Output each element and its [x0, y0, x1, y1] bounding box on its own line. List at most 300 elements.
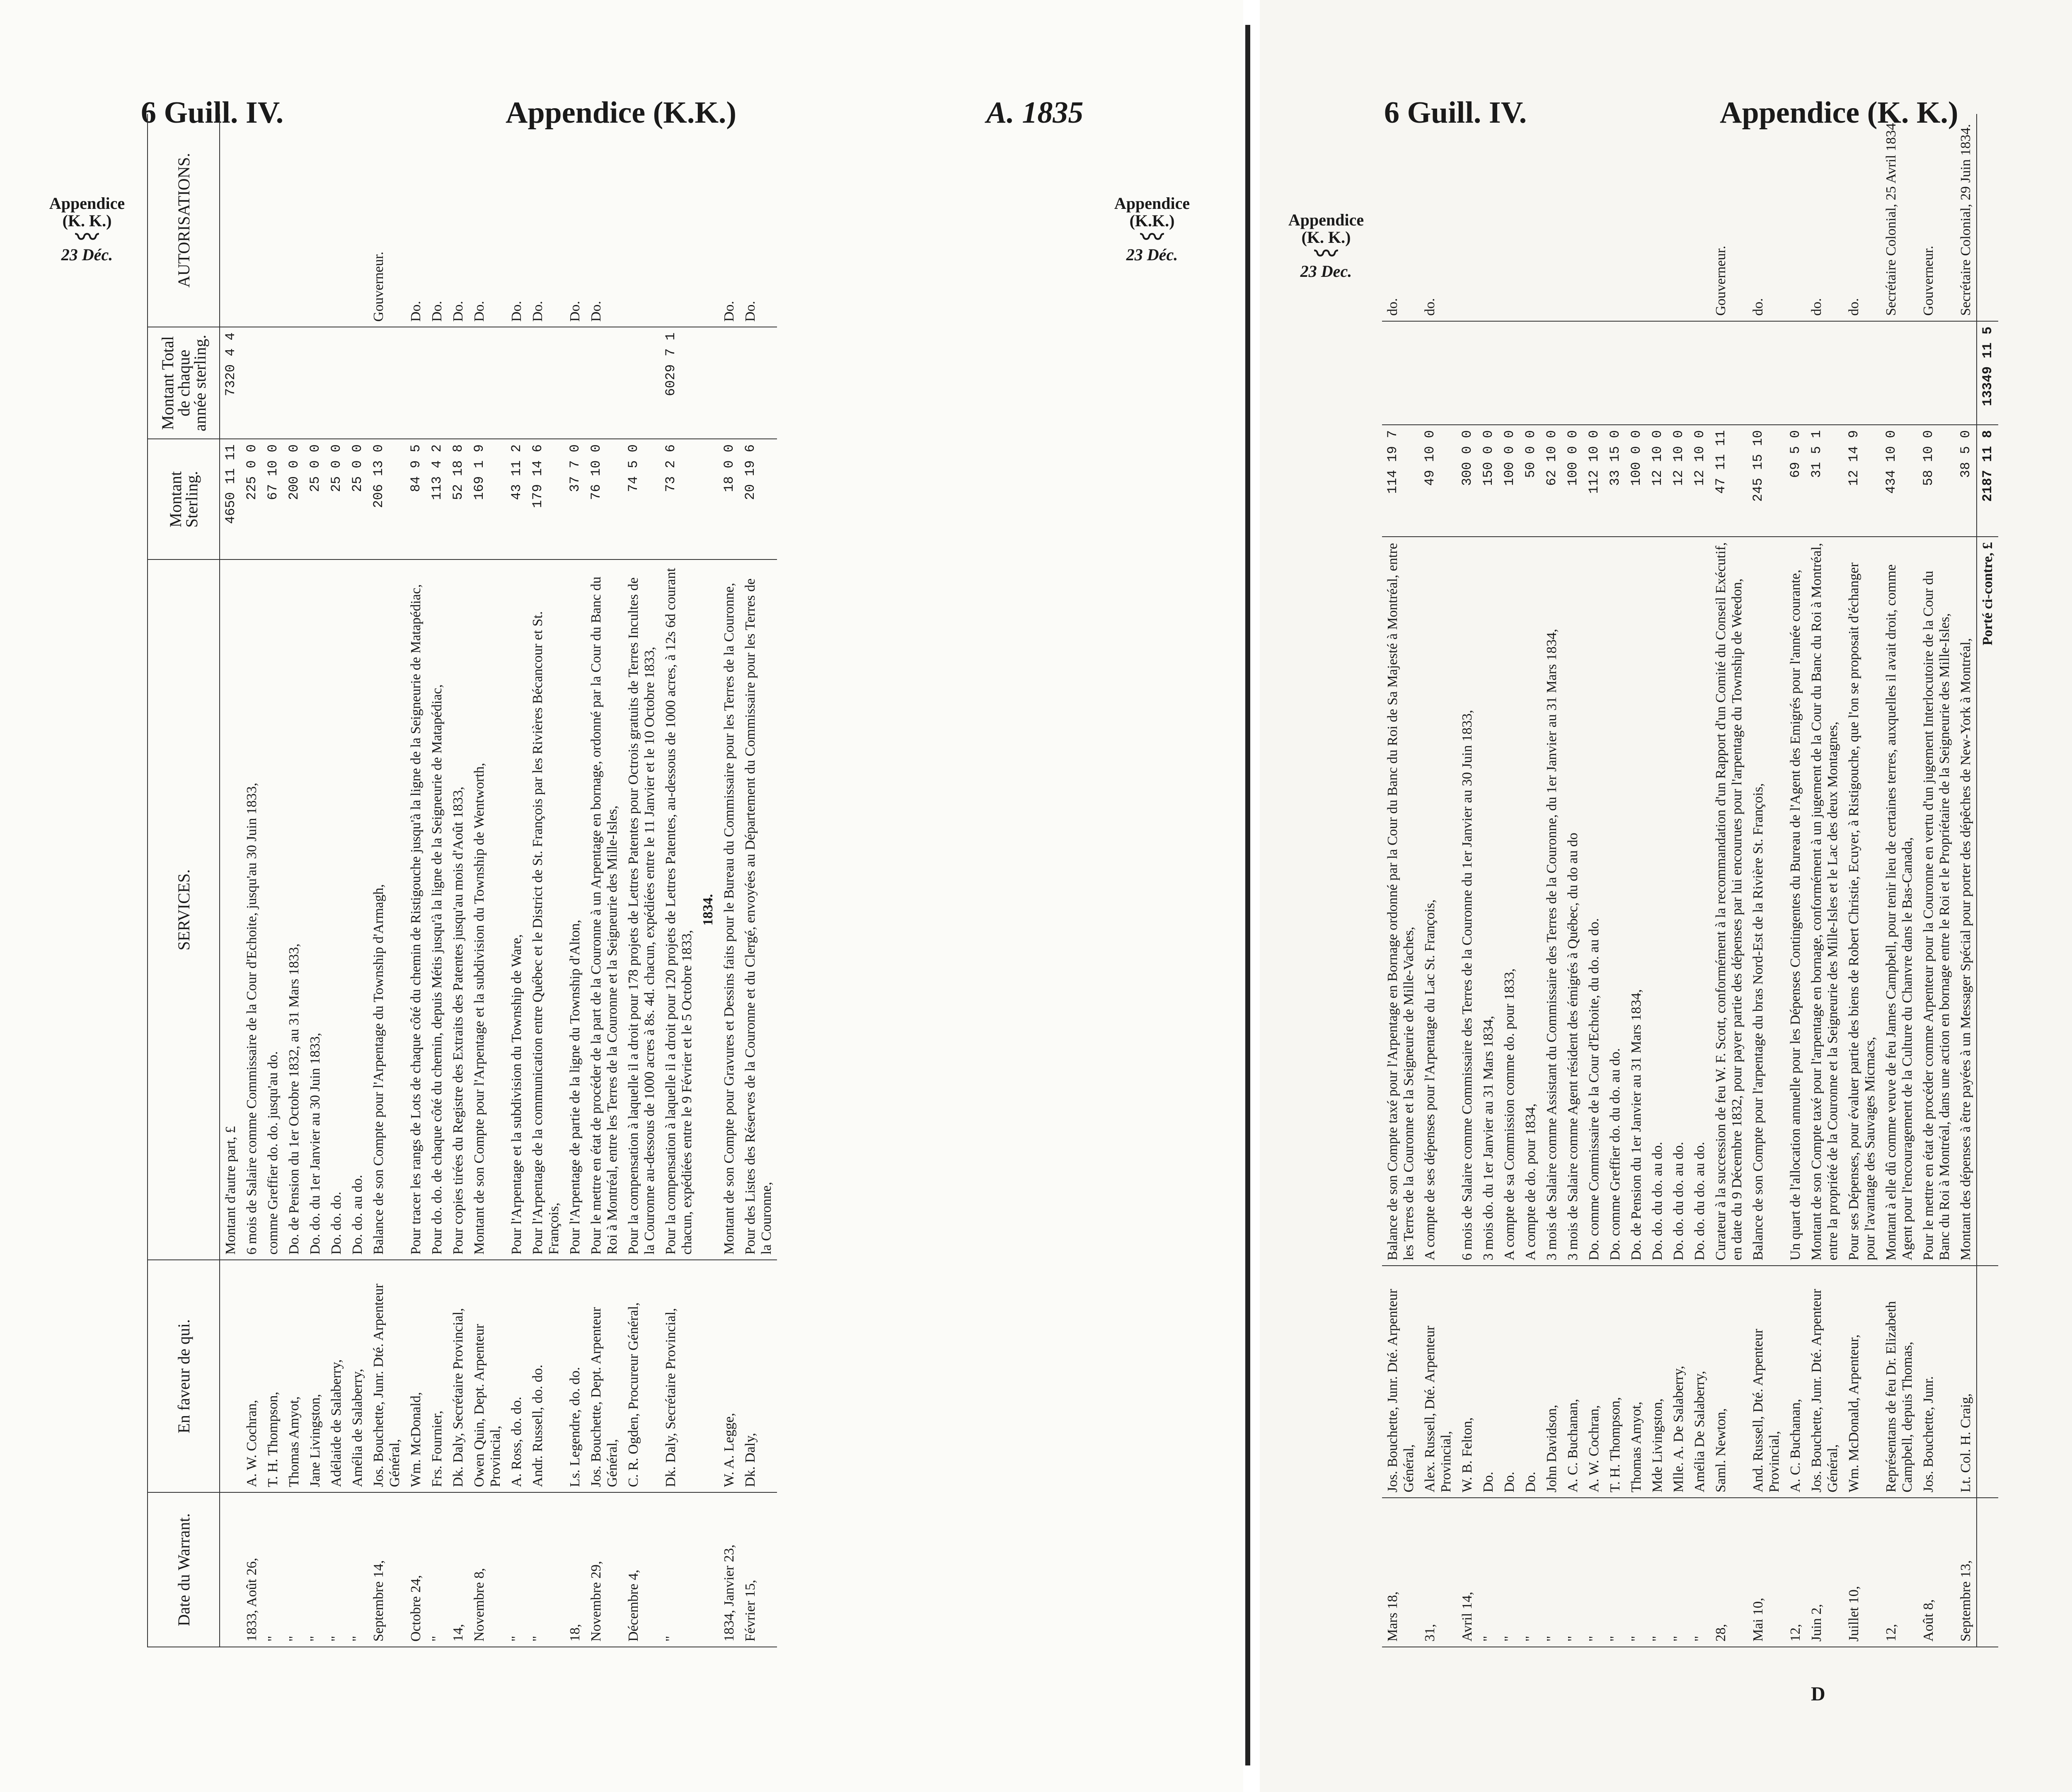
favour-cell: John Davidson,	[1541, 1266, 1562, 1498]
service-cell: Do. comme Greffier do. du do. au do.	[1605, 537, 1626, 1266]
date-cell: "	[262, 1492, 283, 1647]
date-cell: "	[347, 1492, 368, 1647]
amount-cell: 58 10 0	[1918, 425, 1955, 537]
favour-cell: Jos. Bouchette, Junr. Dté. Arpenteur Général,	[1382, 1266, 1419, 1498]
total-cell	[405, 327, 426, 439]
amount-cell: 62 10 0	[1541, 425, 1562, 537]
date-cell: Mars 18,	[1382, 1498, 1419, 1647]
year-label: 1834.	[697, 559, 719, 1260]
table-row	[1955, 114, 1977, 1647]
service-cell: Do. de Pension du 1er Octobre 1832, au 31 Mars 1833,	[283, 559, 305, 1260]
service-cell: Un quart de l'allocation annuelle pour les Dépenses Contingentes du Bureau de l'Agent des Emigrés pour l'année courante,	[1785, 537, 1806, 1266]
auth-cell	[1689, 114, 1710, 321]
carried-forward-row	[1977, 114, 1998, 1647]
date-cell: "	[1626, 1498, 1647, 1647]
total-cell	[1520, 321, 1541, 425]
auth-cell	[1520, 114, 1541, 321]
table-row	[586, 114, 623, 1647]
date-cell: "	[1647, 1498, 1668, 1647]
date-cell: "	[1478, 1498, 1499, 1647]
favour-cell: Wm. McDonald,	[405, 1260, 426, 1492]
amount-cell: 20 19 6	[740, 439, 777, 559]
favour-cell: T. H. Thompson,	[1605, 1266, 1626, 1498]
amount-cell: 43 11 2	[506, 439, 527, 559]
date-cell: "	[527, 1492, 564, 1647]
auth-cell: Do.	[527, 114, 564, 327]
date-cell: 28,	[1710, 1498, 1748, 1647]
total-cell	[1881, 321, 1918, 425]
auth-cell: do.	[1748, 114, 1785, 321]
favour-cell: A. Ross, do. do.	[506, 1260, 527, 1492]
auth-cell: Do.	[740, 114, 777, 327]
ledger-table	[147, 114, 777, 1647]
favour-cell: Frs. Fournier,	[426, 1260, 448, 1492]
total-cell	[527, 327, 564, 439]
service-cell: Do. do. du do. au do.	[1647, 537, 1668, 1266]
date-cell: Mai 10,	[1748, 1498, 1785, 1647]
amount-cell: 12 10 0	[1689, 425, 1710, 537]
empty-cell	[697, 114, 719, 327]
table-row	[1382, 114, 1419, 1647]
auth-cell: do.	[1806, 114, 1843, 321]
favour-cell: Jane Livingston,	[305, 1260, 326, 1492]
date-cell: "	[283, 1492, 305, 1647]
table-row	[283, 114, 305, 1647]
amount-cell: 47 11 11	[1710, 425, 1748, 537]
amount-cell: 73 2 6	[660, 439, 697, 559]
total-cell	[262, 327, 283, 439]
total-cell	[448, 327, 469, 439]
table-row	[241, 114, 262, 1647]
table-row	[1626, 114, 1647, 1647]
amount-cell: 113 4 2	[426, 439, 448, 559]
table-row	[1710, 114, 1748, 1647]
table-row	[1457, 114, 1478, 1647]
date-cell: Décembre 4,	[623, 1492, 660, 1647]
table-row	[527, 114, 564, 1647]
running-head-left: 6 Guill. IV.	[141, 96, 284, 130]
amount-cell: 434 10 0	[1881, 425, 1918, 537]
table-row	[1668, 114, 1689, 1647]
favour-cell: Dk. Daly,	[740, 1260, 777, 1492]
total-cell	[586, 327, 623, 439]
margin-note-line: Appendice	[1288, 211, 1364, 229]
date-cell: "	[426, 1492, 448, 1647]
total-cell	[347, 327, 368, 439]
auth-cell: Do.	[405, 114, 426, 327]
table-row	[262, 114, 283, 1647]
table-row	[368, 114, 405, 1647]
favour-cell: Jos. Bouchette, Junr. Dté. Arpenteur Général,	[368, 1260, 405, 1492]
table-row	[660, 114, 697, 1647]
service-cell: 3 mois de Salaire comme Agent résident des émigrés à Québec, du do au do	[1562, 537, 1583, 1266]
col-total-header: Montant Total de chaque année sterling.	[148, 327, 220, 439]
date-cell: "	[1562, 1498, 1583, 1647]
auth-cell: Gouverneur.	[368, 114, 405, 327]
auth-cell: Gouverneur.	[1710, 114, 1748, 321]
favour-cell: Ls. Legendre, do. do.	[564, 1260, 586, 1492]
empty-cell	[1977, 114, 1998, 321]
favour-cell: Do.	[1478, 1266, 1499, 1498]
total-cell	[1499, 321, 1520, 425]
date-cell: "	[326, 1492, 347, 1647]
page-stamp: D	[1811, 1683, 1825, 1705]
total-cell	[1918, 321, 1955, 425]
total-cell	[1843, 321, 1881, 425]
table-row	[448, 114, 469, 1647]
right-page	[1260, 0, 2072, 1792]
favour-cell: Jos. Bouchette, Junr.	[1918, 1266, 1955, 1498]
date-cell: "	[305, 1492, 326, 1647]
table-row	[506, 114, 527, 1647]
tilde-ornament: 〰	[1140, 225, 1164, 251]
total-cell	[1710, 321, 1748, 425]
amount-cell: 245 15 10	[1748, 425, 1785, 537]
amount-cell: 67 10 0	[262, 439, 283, 559]
date-cell: Août 8,	[1918, 1498, 1955, 1647]
favour-cell: Andr. Russell, do. do.	[527, 1260, 564, 1492]
date-cell: Novembre 29,	[586, 1492, 623, 1647]
col-auth-header: AUTORISATIONS.	[148, 114, 220, 327]
total-cell	[283, 327, 305, 439]
total-cell	[1478, 321, 1499, 425]
table-row	[1520, 114, 1541, 1647]
service-cell: Do. do. du 1er Janvier au 30 Juin 1833,	[305, 559, 326, 1260]
service-cell: Curateur à la succession de feu W. F. Scott, conformément à la recommandation d'un Rapport d'un Comité du Conseil Exécutif, en date du 9 Décembre 1832, pour payer partie des dépenses par lui encourues pour l'arpentage du Township de Weedon,	[1710, 537, 1748, 1266]
service-cell: 3 mois do. du 1er Janvier au 31 Mars 1834,	[1478, 537, 1499, 1266]
service-cell: Pour l'Arpentage de la communication entre Québec et le District de St. François par les Rivières Bécancour et St. François,	[527, 559, 564, 1260]
amount-cell: 12 14 9	[1843, 425, 1881, 537]
amount-cell: 74 5 0	[623, 439, 660, 559]
total-cell	[506, 327, 527, 439]
amount-cell: 25 0 0	[305, 439, 326, 559]
amount-cell: 112 10 0	[1583, 425, 1605, 537]
date-cell: 1834, Janvier 23,	[719, 1492, 740, 1647]
total-cell	[564, 327, 586, 439]
auth-cell	[1457, 114, 1478, 321]
table-row	[469, 114, 506, 1647]
service-cell: Pour le mettre en état de procéder de la part de la Couronne à un Arpentage en bornage, ordonné par la Cour du Banc du Roi à Montréal, entre les Terres de la Couronne et la Seigneurie des Mille-Isles,	[586, 559, 623, 1260]
total-cell	[740, 327, 777, 439]
date-cell: Février 15,	[740, 1492, 777, 1647]
col-services-header: SERVICES.	[148, 559, 220, 1260]
service-cell: Pour do. do. de chaque côté du chemin, depuis Métis jusqu'à la ligne de la Seigneurie de Matapédiac,	[426, 559, 448, 1260]
auth-cell	[1499, 114, 1520, 321]
total-cell	[368, 327, 405, 439]
date-cell: Septembre 14,	[368, 1492, 405, 1647]
auth-cell	[1668, 114, 1689, 321]
empty-cell	[697, 1260, 719, 1492]
favour-cell: And. Russell, Dté. Arpenteur Provincial,	[1748, 1266, 1785, 1498]
auth-cell: Do.	[426, 114, 448, 327]
favour-cell: Mlle. A. De Salaberry,	[1668, 1266, 1689, 1498]
favour-cell: A. C. Buchanan,	[1785, 1266, 1806, 1498]
table-row	[1806, 114, 1843, 1647]
service-cell: Pour la compensation à laquelle il a droit pour 120 projets de Lettres Patentes, au-dessous de 1000 acres, à 12s 6d courant chacun, expédiées entre le 9 Février et le 5 Octobre 1833,	[660, 559, 697, 1260]
header-row	[148, 114, 220, 1647]
margin-note	[1285, 211, 1368, 280]
service-cell: Montant de son Compte taxé pour l'arpentage en bornage, conformément à un jugement de la Cour du Banc du Roi à Montréal, entre la propriété de la Couronne et la Seigneurie des Mille-Isles et le Lac des deux Montagnes,	[1806, 537, 1843, 1266]
favour-cell: Owen Quin, Dept. Arpenteur Provincial,	[469, 1260, 506, 1492]
auth-cell: Do.	[448, 114, 469, 327]
favour-cell: W. A. Legge,	[719, 1260, 740, 1492]
service-cell: Balance de son Compte taxé pour l'Arpentage en Bornage ordonné par la Cour du Banc du Roi de Sa Majesté à Montréal, entre les Terres de la Couronne et la Seigneurie de Mille-Vaches,	[1382, 537, 1419, 1266]
date-cell: "	[1605, 1498, 1626, 1647]
date-cell: 12,	[1785, 1498, 1806, 1647]
service-cell: Pour copies tirées du Registre des Extraits des Patentes jusqu'au mois d'Août 1833,	[448, 559, 469, 1260]
amount-cell: 84 9 5	[405, 439, 426, 559]
auth-cell: do.	[1843, 114, 1881, 321]
col-amount-header: Montant Sterling.	[148, 439, 220, 559]
amount-cell: 12 10 0	[1668, 425, 1689, 537]
favour-cell: Lt. Col. H. Craig,	[1955, 1266, 1977, 1498]
auth-cell	[262, 114, 283, 327]
margin-note-date: 23 Déc.	[1126, 245, 1178, 264]
total-cell	[1668, 321, 1689, 425]
favour-cell: Adélaide de Salaberry,	[326, 1260, 347, 1492]
service-cell: A compte de sa Commission comme do. pour 1833,	[1499, 537, 1520, 1266]
auth-cell	[305, 114, 326, 327]
date-cell: 18,	[564, 1492, 586, 1647]
service-cell: Do. de Pension du 1er Janvier au 31 Mars 1834,	[1626, 537, 1647, 1266]
amount-cell: 69 5 0	[1785, 425, 1806, 537]
service-cell: 6 mois de Salaire comme Commissaire de la Cour d'Echoite, jusqu'au 30 Juin 1833,	[241, 559, 262, 1260]
total-cell	[1689, 321, 1710, 425]
amount-cell: 206 13 0	[368, 439, 405, 559]
table-row	[623, 114, 660, 1647]
favour-cell	[220, 1260, 241, 1492]
auth-cell: Do.	[469, 114, 506, 327]
col-favour-header: En faveur de qui.	[148, 1260, 220, 1492]
service-cell: Do. do. do.	[326, 559, 347, 1260]
table-row	[305, 114, 326, 1647]
table-row	[1843, 114, 1881, 1647]
service-cell: 3 mois de Salaire comme Assistant du Commissaire des Terres de la Couronne, du 1er Janvier au 31 Mars 1834,	[1541, 537, 1562, 1266]
margin-note-line: Appendice	[1114, 194, 1190, 213]
total-cell	[1647, 321, 1668, 425]
running-head-right: A. 1835	[986, 96, 1084, 130]
amount-cell: 25 0 0	[347, 439, 368, 559]
table-row	[1785, 114, 1806, 1647]
total-cell	[1541, 321, 1562, 425]
auth-cell	[220, 114, 241, 327]
table-row	[326, 114, 347, 1647]
service-cell: Montant de son Compte pour Gravures et Dessins faits pour le Bureau du Commissaire pour les Terres de la Couronne,	[719, 559, 740, 1260]
amount-cell: 200 0 0	[283, 439, 305, 559]
tilde-ornament: 〰	[1314, 242, 1338, 267]
table-row	[1689, 114, 1710, 1647]
auth-cell: Gouverneur.	[1918, 114, 1955, 321]
carried-forward-total: 13349 11 5	[1977, 321, 1998, 425]
service-cell: Do. comme Commissaire de la Cour d'Echoite, du do. au do.	[1583, 537, 1605, 1266]
service-cell: 6 mois de Salaire comme Commissaire des Terres de la Couronne du 1er Janvier au 30 Juin 1833,	[1457, 537, 1478, 1266]
empty-cell	[697, 1492, 719, 1647]
amount-cell: 37 7 0	[564, 439, 586, 559]
amount-cell: 76 10 0	[586, 439, 623, 559]
running-head-left: 6 Guill. IV.	[1384, 96, 1527, 130]
favour-cell: Amélia de Salaberry,	[347, 1260, 368, 1492]
favour-cell: A. C. Buchanan,	[1562, 1266, 1583, 1498]
service-cell: Montant des dépenses à être payées à un Messager Spécial pour porter des dépêches de New-York à Montréal,	[1955, 537, 1977, 1266]
favour-cell: Amélia De Salaberry,	[1689, 1266, 1710, 1498]
date-cell: "	[1499, 1498, 1520, 1647]
date-cell: Septembre 13,	[1955, 1498, 1977, 1647]
margin-note-line: Appendice	[49, 194, 125, 213]
table-row	[1562, 114, 1583, 1647]
table-row	[740, 114, 777, 1647]
date-cell: 1833, Août 26,	[241, 1492, 262, 1647]
date-cell: "	[1520, 1498, 1541, 1647]
auth-cell	[1583, 114, 1605, 321]
total-cell	[1748, 321, 1785, 425]
service-cell: Pour ses Dépenses, pour évaluer partie des biens de Robert Christie, Ecuyer, à Ristigouche, que l'on se proposait d'échanger pour l'avantage des Sauvages Micmacs,	[1843, 537, 1881, 1266]
table-row	[405, 114, 426, 1647]
total-cell	[623, 327, 660, 439]
empty-cell	[1977, 1498, 1998, 1647]
favour-cell: Dk. Daly, Secrétaire Provincial,	[660, 1260, 697, 1492]
date-cell: Juin 2,	[1806, 1498, 1843, 1647]
total-cell	[326, 327, 347, 439]
amount-cell: 100 0 0	[1499, 425, 1520, 537]
auth-cell	[241, 114, 262, 327]
amount-cell: 300 0 0	[1457, 425, 1478, 537]
date-cell: Octobre 24,	[405, 1492, 426, 1647]
total-cell	[1457, 321, 1478, 425]
auth-cell: do.	[1419, 114, 1457, 321]
page-gutter	[1245, 25, 1250, 1765]
auth-cell	[623, 114, 660, 327]
table-row	[1583, 114, 1605, 1647]
margin-note	[46, 195, 128, 264]
favour-cell: Dk. Daly, Secrétaire Provincial,	[448, 1260, 469, 1492]
amount-cell: 100 0 0	[1626, 425, 1647, 537]
col-date-header: Date du Warrant.	[148, 1492, 220, 1647]
auth-cell	[1785, 114, 1806, 321]
auth-cell: Do.	[586, 114, 623, 327]
total-cell	[1626, 321, 1647, 425]
auth-cell	[1647, 114, 1668, 321]
margin-note-line: (K. K.)	[62, 211, 112, 230]
margin-note-line: (K. K.)	[1301, 228, 1351, 247]
carried-forward-amount: 2187 11 8	[1977, 425, 1998, 537]
date-cell: Avril 14,	[1457, 1498, 1478, 1647]
total-cell: 6029 7 1	[660, 327, 697, 439]
table-row	[564, 114, 586, 1647]
table-row	[347, 114, 368, 1647]
favour-cell: Mde Livingston,	[1647, 1266, 1668, 1498]
service-cell: Montant d'autre part, £	[220, 559, 241, 1260]
favour-cell: Jos. Bouchette, Dept. Arpenteur Général,	[586, 1260, 623, 1492]
date-cell: "	[1541, 1498, 1562, 1647]
date-cell: "	[1668, 1498, 1689, 1647]
total-cell	[469, 327, 506, 439]
amount-cell: 50 0 0	[1520, 425, 1541, 537]
service-cell: Pour la compensation à laquelle il a droit pour 178 projets de Lettres Patentes pour Octrois gratuits de Terres Incultes de la Couronne au-dessous de 1000 acres à 8s. 4d. chacun, expédiées entre le 11 Janvier et le 10 Octobre 1833,	[623, 559, 660, 1260]
auth-cell: Secrétaire Colonial, 25 Avril 1834.	[1881, 114, 1918, 321]
running-head-center: Appendice (K.K.)	[506, 96, 737, 130]
total-cell	[1785, 321, 1806, 425]
amount-cell: 150 0 0	[1478, 425, 1499, 537]
service-cell: Pour l'Arpentage de partie de la ligne du Township d'Alton,	[564, 559, 586, 1260]
margin-note	[1111, 195, 1193, 264]
service-cell: Montant de son Compte pour l'Arpentage et la subdivision du Township de Wentworth,	[469, 559, 506, 1260]
service-cell: comme Greffier do. do. jusqu'au do.	[262, 559, 283, 1260]
year-row	[697, 114, 719, 1647]
auth-cell	[660, 114, 697, 327]
total-cell	[305, 327, 326, 439]
total-cell: 7320 4 4	[220, 327, 241, 439]
total-cell	[1955, 321, 1977, 425]
service-cell: A compte de ses dépenses pour l'Arpentage du Lac St. François,	[1419, 537, 1457, 1266]
favour-cell: T. H. Thompson,	[262, 1260, 283, 1492]
amount-cell: 114 19 7	[1382, 425, 1419, 537]
auth-cell	[1478, 114, 1499, 321]
date-cell: 14,	[448, 1492, 469, 1647]
table-row	[1541, 114, 1562, 1647]
favour-cell: Thomas Amyot,	[1626, 1266, 1647, 1498]
auth-cell	[1605, 114, 1626, 321]
amount-cell: 38 5 0	[1955, 425, 1977, 537]
amount-cell: 49 10 0	[1419, 425, 1457, 537]
favour-cell: Alex. Russell, Dté. Arpenteur Provincial,	[1419, 1266, 1457, 1498]
table-row	[1499, 114, 1520, 1647]
table-row	[1918, 114, 1955, 1647]
ledger-table	[1382, 114, 1998, 1647]
date-cell: Novembre 8,	[469, 1492, 506, 1647]
table-row	[1748, 114, 1785, 1647]
favour-cell: Wm. McDonald, Arpenteur,	[1843, 1266, 1881, 1498]
favour-cell: A. W. Cochran,	[1583, 1266, 1605, 1498]
table-row	[426, 114, 448, 1647]
date-cell	[220, 1492, 241, 1647]
auth-cell	[1562, 114, 1583, 321]
service-cell: Pour l'Arpentage et la subdivision du Township de Ware,	[506, 559, 527, 1260]
date-cell: "	[506, 1492, 527, 1647]
favour-cell: Jos. Bouchette, Junr. Dté. Arpenteur Général,	[1806, 1266, 1843, 1498]
favour-cell: Représentans de feu Dr. Elizabeth Campbell, depuis Thomas,	[1881, 1266, 1918, 1498]
amount-cell: 179 14 6	[527, 439, 564, 559]
auth-cell: Do.	[564, 114, 586, 327]
empty-cell	[697, 439, 719, 559]
carried-forward-label: Porté ci-contre, £	[1977, 537, 1998, 1266]
table-row	[1478, 114, 1499, 1647]
total-cell	[1419, 321, 1457, 425]
auth-cell	[1541, 114, 1562, 321]
service-cell: Balance de son Compte pour l'arpentage du bras Nord-Est de la Rivière St. François,	[1748, 537, 1785, 1266]
favour-cell: A. W. Cochran,	[241, 1260, 262, 1492]
empty-cell	[1977, 1266, 1998, 1498]
total-cell	[1605, 321, 1626, 425]
favour-cell: Do.	[1499, 1266, 1520, 1498]
empty-cell	[697, 327, 719, 439]
margin-note-date: 23 Déc.	[61, 245, 113, 264]
amount-cell: 100 0 0	[1562, 425, 1583, 537]
auth-cell	[326, 114, 347, 327]
total-cell	[719, 327, 740, 439]
auth-cell	[347, 114, 368, 327]
auth-cell: Do.	[506, 114, 527, 327]
total-cell	[1583, 321, 1605, 425]
auth-cell	[1626, 114, 1647, 321]
service-cell: Balance de son Compte pour l'Arpentage du Township d'Armagh,	[368, 559, 405, 1260]
amount-cell: 169 1 9	[469, 439, 506, 559]
auth-cell: do.	[1382, 114, 1419, 321]
date-cell: Juillet 10,	[1843, 1498, 1881, 1647]
service-cell: A compte de do. pour 1834,	[1520, 537, 1541, 1266]
amount-cell: 4650 11 11	[220, 439, 241, 559]
service-cell: Pour le mettre en état de procéder comme Arpenteur pour la Couronne en vertu d'un jugement Interlocutoire de la Cour du Banc du Roi à Montréal, dans une action en bornage entre le Roi et le Propriétaire de la Seigneurie des Mille-Isles,	[1918, 537, 1955, 1266]
table-row	[1419, 114, 1457, 1647]
